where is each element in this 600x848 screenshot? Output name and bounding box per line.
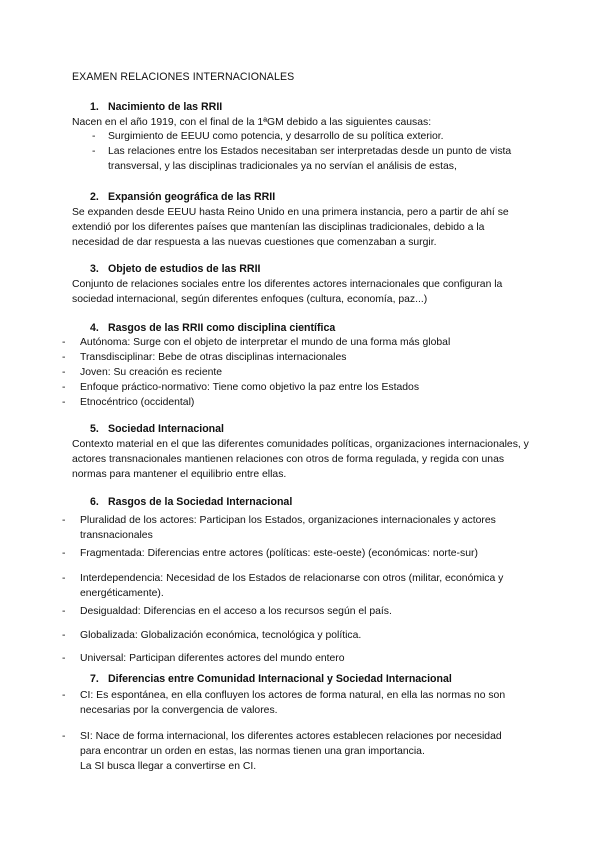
bullet-dash: -	[62, 630, 66, 641]
section-2-text: Se expanden desde EEUU hasta Reino Unido en una primera instancia, pero a partir de ahí se extendió por los diferentes países que mantenían las disciplinas tradicionales, debido a la necesidad de dar respuesta a las nuevas cuestiones que comenzaban a surgir.	[72, 207, 509, 248]
section-6-item: Universal: Participan diferentes actores del mundo entero	[80, 653, 345, 664]
section-6-item: Interdependencia: Necesidad de los Estados de relacionarse con otros (militar, económica y energéticamente).	[80, 573, 504, 599]
section-7-heading: 7. Diferencias entre Comunidad Internacional y Sociedad Internacional	[90, 673, 452, 685]
section-1-intro: Nacen en el año 1919, con el final de la 1ªGM debido a las siguientes causas:	[72, 117, 432, 128]
section-6-item: Fragmentada: Diferencias entre actores (políticas: este-oeste) (económicas: norte-sur)	[80, 548, 478, 559]
section-4-item: Autónoma: Surge con el objeto de interpretar el mundo de una forma más global	[80, 337, 451, 348]
section-4-item: Enfoque práctico-normativo: Tiene como objetivo la paz entre los Estados	[80, 382, 420, 393]
section-6-item: Globalizada: Globalización económica, tecnológica y política.	[80, 630, 362, 641]
section-4-item: Transdisciplinar: Bebe de otras disciplinas internacionales	[80, 352, 347, 363]
section-6-heading: 6. Rasgos de la Sociedad Internacional	[90, 496, 293, 508]
section-1-item: Las relaciones entre los Estados necesitaban ser interpretadas desde un punto de vista transversal, y las disciplinas tradicionales ya no servían el análisis de estas,	[108, 146, 512, 172]
section-6-item: Desigualdad: Diferencias en el acceso a los recursos según el país.	[80, 606, 392, 617]
bullet-dash: -	[62, 397, 66, 408]
bullet-dash: -	[62, 352, 66, 363]
bullet-dash: -	[62, 731, 66, 742]
section-2-heading: 2. Expansión geográfica de las RRII	[90, 191, 276, 203]
section-7-closing: La SI busca llegar a convertirse en CI.	[80, 761, 257, 772]
section-4-item: Joven: Su creación es reciente	[80, 367, 223, 378]
bullet-dash: -	[62, 606, 66, 617]
section-6-item: Pluralidad de los actores: Participan los Estados, organizaciones internacionales y actores transnacionales	[80, 515, 496, 541]
section-7-item: CI: Es espontánea, en ella confluyen los actores de forma natural, en ella las normas no son necesarias por la convergencia de valores.	[80, 690, 506, 716]
bullet-dash: -	[62, 653, 66, 664]
section-3-heading: 3. Objeto de estudios de las RRII	[90, 263, 261, 275]
section-1-item: Surgimiento de EEUU como potencia, y desarrollo de su política exterior.	[108, 131, 444, 142]
bullet-dash: -	[62, 690, 66, 701]
document-title: EXAMEN RELACIONES INTERNACIONALES	[72, 71, 295, 83]
section-3-text: Conjunto de relaciones sociales entre los diferentes actores internacionales que configuran la sociedad internacional, según diferentes enfoques (cultura, economía, paz...)	[72, 279, 503, 305]
bullet-dash: -	[62, 337, 66, 348]
section-5-text: Contexto material en el que las diferentes comunidades políticas, organizaciones internacionales, y actores transnacionales mantienen relaciones con otros de forma regulada, y regida con unas normas para mantener el equilibrio entre ellas.	[72, 439, 529, 480]
bullet-dash: -	[62, 548, 66, 559]
section-1-heading: 1. Nacimiento de las RRII	[90, 101, 223, 113]
bullet-dash: -	[62, 382, 66, 393]
bullet-dash: -	[92, 131, 96, 142]
bullet-dash: -	[62, 367, 66, 378]
bullet-dash: -	[62, 573, 66, 584]
section-4-item: Etnocéntrico (occidental)	[80, 397, 195, 408]
bullet-dash: -	[92, 146, 96, 157]
section-7-item: SI: Nace de forma internacional, los diferentes actores establecen relaciones por necesidad para encontrar un orden en estas, las normas tienen una gran importancia.	[80, 731, 502, 757]
section-5-heading: 5. Sociedad Internacional	[90, 423, 224, 435]
section-4-heading: 4. Rasgos de las RRII como disciplina científica	[90, 322, 336, 334]
bullet-dash: -	[62, 515, 66, 526]
